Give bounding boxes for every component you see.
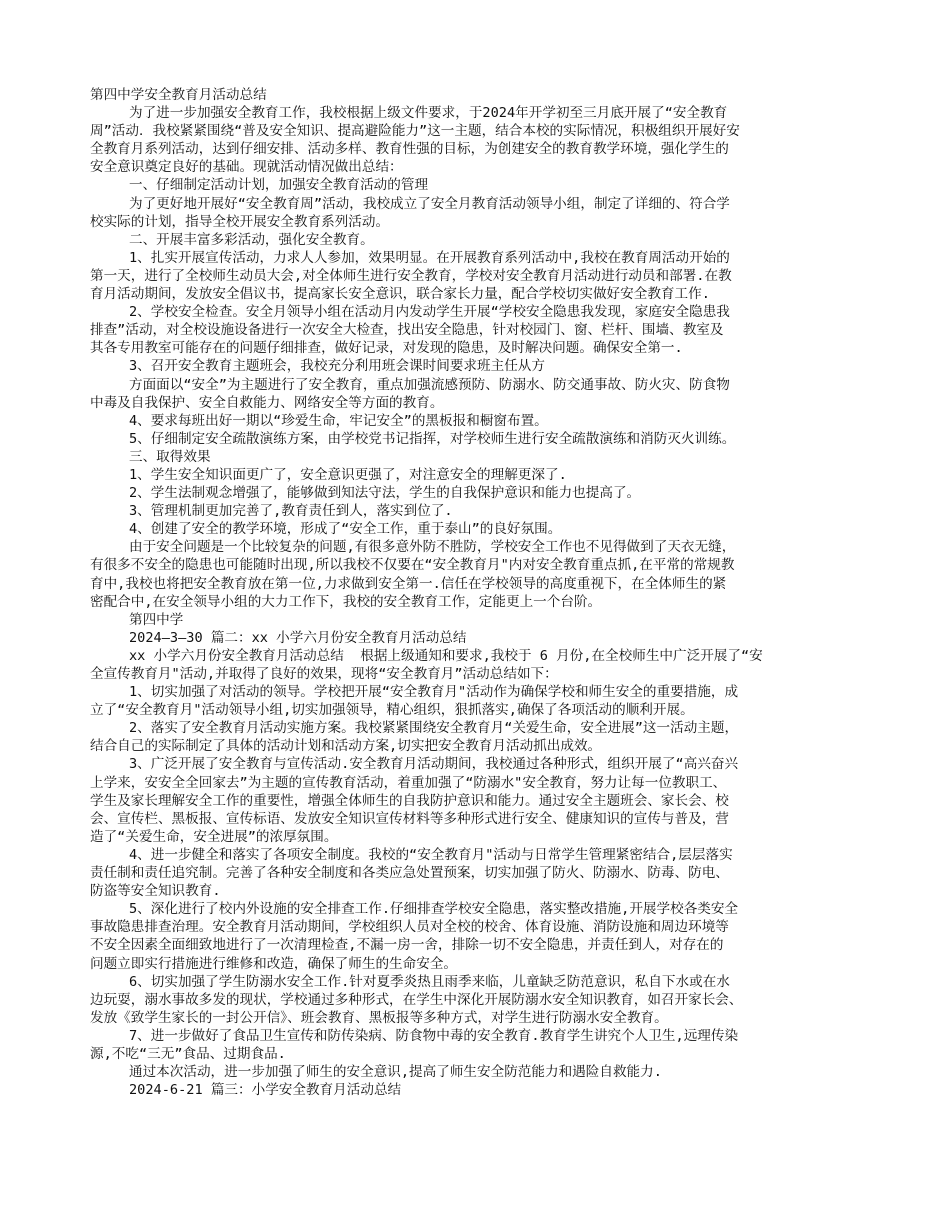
document-body <box>90 86 860 1099</box>
paragraph <box>90 448 860 466</box>
text-line: 边玩耍，溺水事故多发的现状，学校通过多种形式，在学生中深化开展防溺水安全知识教育，如召开家长会、 <box>90 991 743 1008</box>
paragraph <box>90 249 860 303</box>
text-line: 安全意识奠定良好的基础。现就活动情况做出总结： <box>90 159 403 176</box>
paragraph <box>90 900 860 972</box>
text-line: 3、召开安全教育主题班会，我校充分利用班会课时间要求班主任从方 <box>129 358 545 375</box>
paragraph <box>90 466 860 484</box>
text-line: 第四中学 <box>129 611 184 628</box>
text-line: 第四中学安全教育月活动总结 <box>90 87 267 103</box>
paragraph <box>90 104 860 176</box>
text-line: 1、扎实开展宣传活动，力求人人参加，效果明显。在开展教育系列活动中,我校在教育周活动开始的 <box>129 249 730 266</box>
text-line: 方面面以“安全”为主题进行了安全教育，重点加强流感预防、防溺水、防交通事故、防火灾、防食物 <box>129 376 730 393</box>
text-line: 责任制和责任追究制。完善了各种安全制度和各类应急处置预案，切实加强了防火、防溺水、防毒、防电、 <box>90 865 729 882</box>
text-line: 密配合中,在安全领导小组的大力工作下，我校的安全教育工作，定能更上一个台阶。 <box>90 593 602 610</box>
text-line: 问题立即实行措施进行维修和改造，确保了师生的生命安全。 <box>90 955 458 972</box>
text-line: 结合自己的实际制定了具体的活动计划和活动方案,切实把安全教育月活动抓出成效。 <box>90 738 602 755</box>
paragraph <box>90 176 860 194</box>
text-line: 2、学校安全检查。安全月领导小组在活动月内发动学生开展“学校安全隐患我发现，家庭安全隐患我 <box>129 304 730 321</box>
text-line: 1、学生安全知识面更广了，安全意识更强了，对注意安全的理解更深了. <box>129 466 567 483</box>
text-line: 上学来，安安全全回家去”为主题的宣传教育活动，着重加强了“防溺水"安全教育，努力让每一位教职工、 <box>90 774 727 791</box>
text-line: 7、进一步做好了食品卫生宣传和防传染病、防食物中毒的安全教育.教育学生讲究个人卫生,远理传染 <box>129 1027 739 1044</box>
paragraph <box>90 1063 860 1081</box>
text-line: 5、深化进行了校内外设施的安全排查工作.仔细排查学校安全隐患，落实整改措施,开展学校各类安全 <box>129 901 739 918</box>
text-line: xx 小学六月份安全教育月活动总结 根据上级通知和要求,我校于 6 月份,在全校师生中广泛开展了“安 <box>129 647 763 664</box>
text-line: 源,不吃“三无”食品、过期食品. <box>90 1045 286 1062</box>
text-line: 学生及家长理解安全工作的重要性，增强全体师生的自我防护意识和能力。通过安全主题班会、家长会、校 <box>90 792 729 809</box>
text-line: 不安全因素全面细致地进行了一次清理检查,不漏一房一舍，排除一切不安全隐患，并责任到人，对存在的 <box>90 937 724 954</box>
paragraph <box>90 195 860 231</box>
paragraph <box>90 629 860 647</box>
paragraph <box>90 357 860 375</box>
text-line: 1、切实加强了对活动的领导。学校把开展“安全教育月"活动作为确保学校和师生安全的重要措施，成 <box>129 684 739 701</box>
text-line: 发放《致学生家长的一封公开信》、班会教育、黑板报等多种方式，对学生进行防溺水安全教育。 <box>90 1009 668 1026</box>
text-line: 中毒及自我保护、安全自救能力、网络安全等方面的教育。 <box>90 394 444 411</box>
paragraph <box>90 231 860 249</box>
text-line: 三、取得效果 <box>129 448 211 465</box>
text-line: 会、宣传栏、黑板报、宣传标语、发放安全知识宣传材料等多种形式进行安全、健康知识的宣传与普及，营 <box>90 810 729 827</box>
paragraph <box>90 502 860 520</box>
paragraph <box>90 520 860 538</box>
paragraph <box>90 611 860 629</box>
text-line: 一、仔细制定活动计划，加强安全教育活动的管理 <box>129 177 429 194</box>
paragraph <box>90 484 860 502</box>
text-line: 第一天，进行了全校师生动员大会,对全体师生进行安全教育，学校对安全教育月活动进行动员和部署.在教 <box>90 267 732 284</box>
text-line: 造了“关爱生命，安全进展”的浓厚氛围。 <box>90 828 338 845</box>
text-line: 2024-6-21 篇三：小学安全教育月活动总结 <box>129 1082 402 1099</box>
text-line: 3、管理机制更加完善了,教育责任到人，落实到位了. <box>129 503 453 520</box>
paragraph <box>90 647 860 683</box>
text-line: 防盗等安全知识教育. <box>90 883 221 900</box>
text-line: 3、广泛开展了安全教育与宣传活动.安全教育月活动期间，我校通过各种形式，组织开展了“高兴奋兴 <box>129 756 739 773</box>
paragraph <box>90 973 860 1027</box>
text-line: 事故隐患排查治理。安全教育月活动期间，学校组织人员对全校的校舍、体育设施、消防设施和周边环境等 <box>90 919 729 936</box>
text-line: 育中,我校也将把安全教育放在第一位,力求做到安全第一.信任在学校领导的高度重视下，在全体师生的紧 <box>90 575 727 592</box>
text-line: 二、开展丰富多彩活动，强化安全教育。 <box>129 231 374 248</box>
text-line: 2、学生法制观念增强了，能够做到知法守法，学生的自我保护意识和能力也提高了。 <box>129 485 641 502</box>
text-line: 2、落实了安全教育月活动实施方案。我校紧紧围绕安全教育月“关爱生命，安全进展”这一活动主题， <box>129 720 739 737</box>
text-line: 2024—3—30 篇二：xx 小学六月份安全教育月活动总结 <box>129 629 467 646</box>
text-line: 其各专用教室可能存在的问题仔细排查，做好记录，对发现的隐患，及时解决问题。确保安全第一. <box>90 340 683 357</box>
paragraph <box>90 1081 860 1099</box>
paragraph <box>90 1027 860 1063</box>
text-line: 为了进一步加强安全教育工作，我校根据上级文件要求，于2024年开学初至三月底开展了“安全教育 <box>129 105 728 122</box>
text-line: 通过本次活动，进一步加强了师生的安全意识,提高了师生安全防范能力和遇险自救能力. <box>129 1064 662 1081</box>
text-line: 4、创建了安全的教学环境，形成了“安全工作，重于泰山”的良好氛围。 <box>129 521 562 538</box>
text-line: 由于安全问题是一个比较复杂的问题,有很多意外防不胜防，学校安全工作也不见得做到了天衣无缝， <box>129 539 736 556</box>
text-line: 校实际的计划，指导全校开展安全教育系列活动。 <box>90 213 390 230</box>
document-title <box>90 86 860 104</box>
paragraph <box>90 412 860 430</box>
text-line: 6、切实加强了学生防溺水安全工作.针对夏季炎热且雨季来临，儿童缺乏防范意识，私自下水或在水 <box>129 973 730 990</box>
text-line: 育月活动期间，发放安全倡议书，提高家长安全意识，联合家长力量，配合学校切实做好安全教育工作. <box>90 286 710 303</box>
paragraph <box>90 846 860 900</box>
text-line: 5、仔细制定安全疏散演练方案，由学校党书记指挥，对学校师生进行安全疏散演练和消防灭火训练。 <box>129 430 736 447</box>
text-line: 排查”活动，对全校设施设备进行一次安全大检查，找出安全隐患，针对校园门、窗、栏杆、围墙、教室及 <box>90 322 724 339</box>
text-line: 全教育月系列活动，达到仔细安排、活动多样、教育性强的目标，为创建安全的教育教学环境，强化学生的 <box>90 141 729 158</box>
text-line: 周”活动．我校紧紧围绕“普及安全知识、提高避险能力”这一主题，结合本校的实际情况，积极组织开展好安 <box>90 123 740 140</box>
paragraph <box>90 538 860 610</box>
paragraph <box>90 376 860 412</box>
paragraph <box>90 755 860 845</box>
paragraph <box>90 683 860 719</box>
paragraph <box>90 430 860 448</box>
paragraph <box>90 303 860 357</box>
text-line: 立了“安全教育月"活动领导小组,切实加强领导，精心组织，狠抓落实,确保了各项活动的顺利开展。 <box>90 702 694 719</box>
text-line: 4、进一步健全和落实了各项安全制度。我校的“安全教育月"活动与日常学生管理紧密结合,层层落实 <box>129 846 733 863</box>
text-line: 4、要求每班出好一期以“珍爱生命，牢记安全”的黑板报和橱窗布置。 <box>129 412 548 429</box>
text-line: 全宣传教育月"活动,并取得了良好的效果，现将“安全教育月”活动总结如下： <box>90 666 558 682</box>
text-line: 有很多不安全的隐患也可能随时出现,所以我校不仅要在“安全教育月"内对安全教育重点抓,在平常的常规教 <box>90 557 735 574</box>
text-line: 为了更好地开展好“安全教育周”活动，我校成立了安全月教育活动领导小组，制定了详细的、符合学 <box>129 195 730 212</box>
paragraph <box>90 719 860 755</box>
